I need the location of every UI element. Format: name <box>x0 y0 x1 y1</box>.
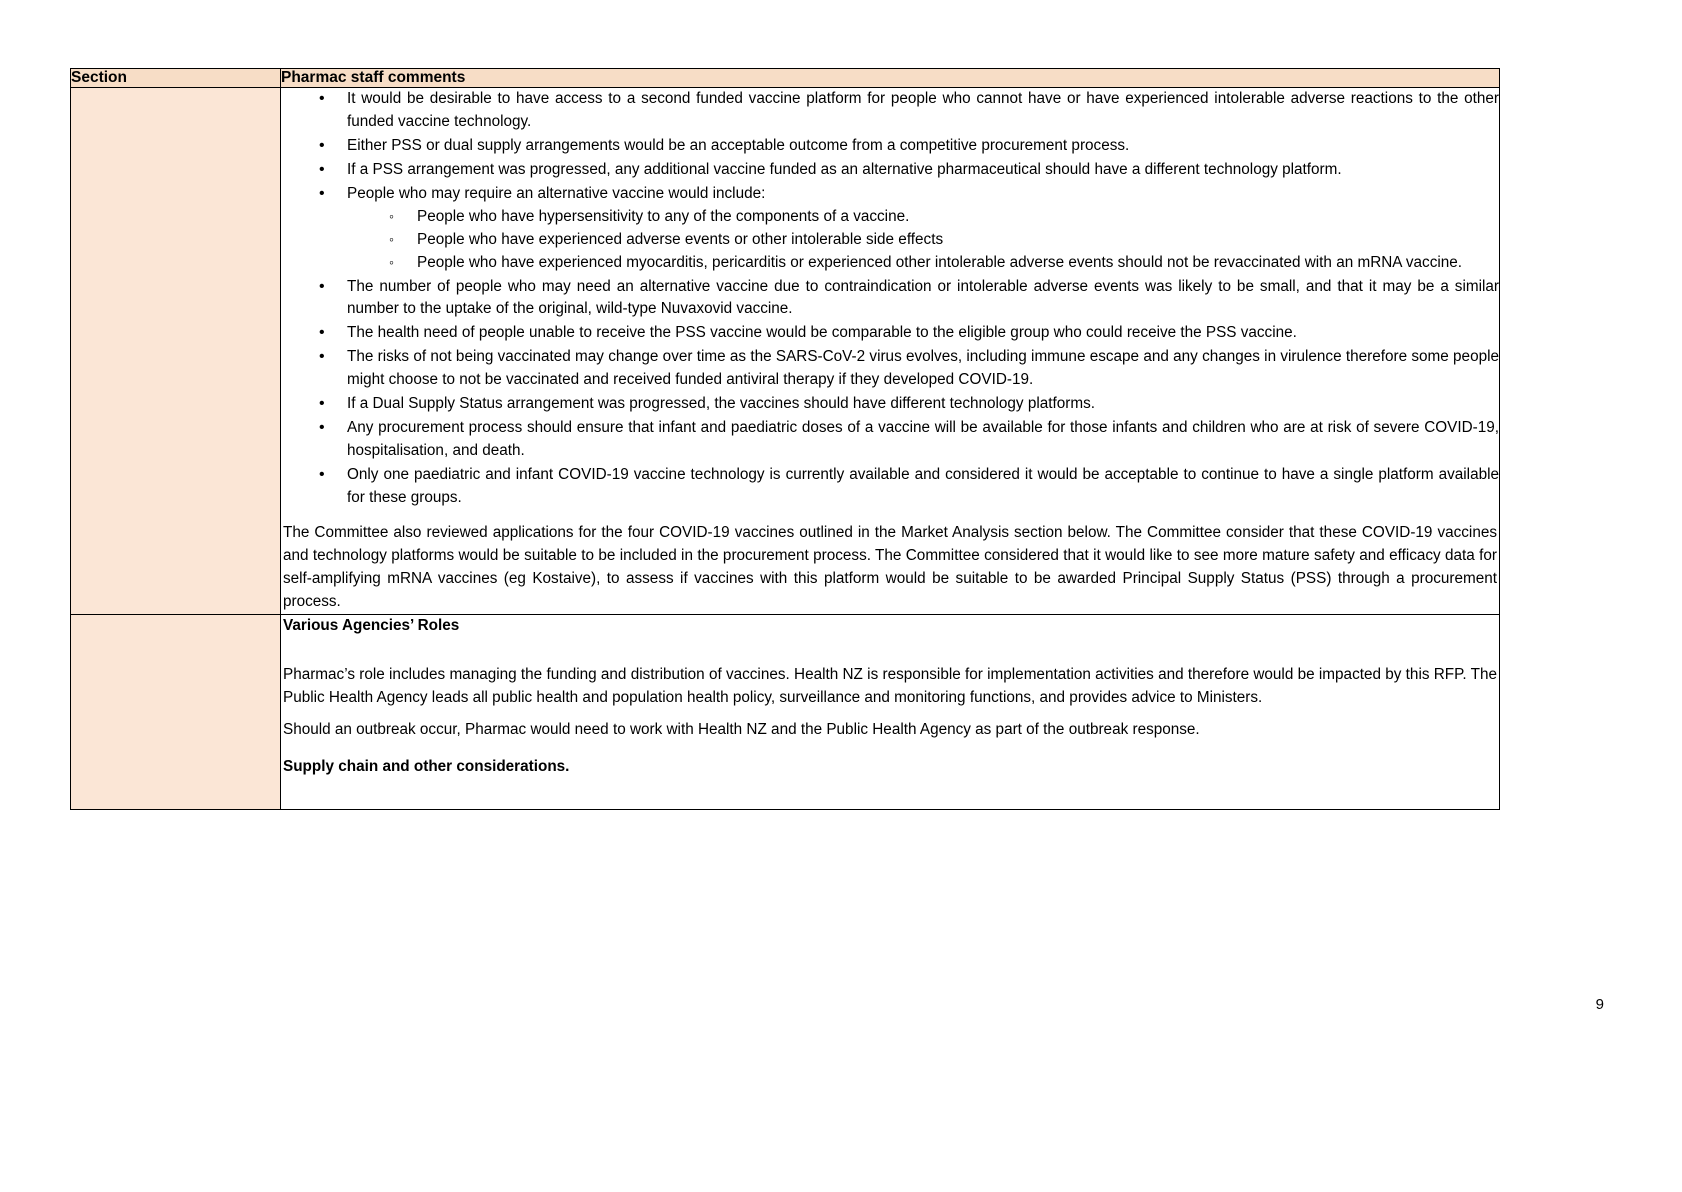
bullet-text: Any procurement process should ensure that infant and paediatric doses of a vaccine will be available for those infants and children who are at risk of severe COVID-19, hospitalisation, and death. <box>347 419 1499 460</box>
sub-bullet-text: People who have experienced myocarditis, pericarditis or experienced other intolerable adverse events should not be revaccinated with an mRNA vaccine. <box>417 253 1463 271</box>
page-number: 9 <box>1595 996 1604 1013</box>
list-item <box>333 346 1499 392</box>
bullet-text: The risks of not being vaccinated may change over time as the SARS-CoV-2 virus evolves, including immune escape and any changes in virulence therefore some people might choose to not be vaccinated and received funded antiviral therapy if they developed COVID-19. <box>347 348 1499 389</box>
section-cell-empty <box>71 88 281 615</box>
list-item <box>333 322 1499 345</box>
subsection-heading-supply-chain: Supply chain and other considerations. <box>283 758 570 776</box>
list-item <box>333 464 1499 510</box>
list-item <box>333 276 1499 322</box>
sub-list-item <box>403 252 1499 275</box>
sub-bullet-list <box>347 206 1499 275</box>
list-item <box>333 393 1499 416</box>
bullet-text: The health need of people unable to receive the PSS vaccine would be comparable to the eligible group who could receive the PSS vaccine. <box>347 324 1297 342</box>
list-item <box>333 159 1499 182</box>
bullet-text: If a PSS arrangement was progressed, any additional vaccine funded as an alternative pharmaceutical should have a different technology platform. <box>347 160 1342 178</box>
table-row <box>71 88 1500 615</box>
bullet-text: People who may require an alternative vaccine would include: <box>347 184 766 202</box>
comments-cell-agencies <box>281 614 1500 810</box>
list-item <box>333 183 1499 275</box>
list-item <box>333 135 1499 158</box>
section-cell-empty-2 <box>71 614 281 810</box>
sub-bullet-text: People who have hypersensitivity to any of the components of a vaccine. <box>417 207 910 225</box>
bullet-text: Either PSS or dual supply arrangements would be an acceptable outcome from a competitive procurement process. <box>347 136 1130 154</box>
sub-list-item <box>403 206 1499 229</box>
bullet-text: Only one paediatric and infant COVID-19 vaccine technology is currently available and considered it would be acceptable to continue to have a single platform available for these groups. <box>347 466 1499 506</box>
closing-paragraph: The Committee also reviewed applications for the four COVID-19 vaccines outlined in the Market Analysis section below. The Committee consider that these COVID-19 vaccines and technology platforms would be suitable to be included in the procurement process. The Committee considered that it would like to see more mature safety and efficacy data for self-amplifying mRNA vaccines (eg Kostaive), to assess if vaccines with this platform would be suitable to be awarded Principal Supply Status (PSS) through a procurement process. <box>283 523 1497 610</box>
bullet-list <box>281 88 1499 510</box>
agencies-paragraph-2: Should an outbreak occur, Pharmac would need to work with Health NZ and the Public Health Agency as part of the outbreak response. <box>283 721 1200 739</box>
sub-bullet-text: People who have experienced adverse events or other intolerable side effects <box>417 230 944 248</box>
subsection-heading-agencies: Various Agencies’ Roles <box>283 616 460 634</box>
pharmac-comments-table <box>70 68 1500 810</box>
column-header-section: Section <box>71 69 281 88</box>
bullet-text: It would be desirable to have access to a second funded vaccine platform for people who cannot have or have experienced intolerable adverse reactions to the other funded vaccine technology. <box>347 90 1499 130</box>
bullet-text: The number of people who may need an alternative vaccine due to contraindication or intolerable adverse events was likely to be small, and that it may be a similar number to the uptake of the original, wild-type Nuvaxovid vaccine. <box>347 277 1499 318</box>
column-header-comments: Pharmac staff comments <box>281 69 1500 88</box>
bullet-text: If a Dual Supply Status arrangement was progressed, the vaccines should have different technology platforms. <box>347 395 1095 413</box>
sub-list-item <box>403 229 1499 252</box>
table-header-row <box>71 69 1500 88</box>
list-item <box>333 88 1499 134</box>
cell-bottom-spacer <box>281 779 1499 809</box>
list-item <box>333 417 1499 463</box>
comments-cell-bullets <box>281 88 1500 615</box>
table-row <box>71 614 1500 810</box>
agencies-paragraph-1: Pharmac’s role includes managing the funding and distribution of vaccines. Health NZ is responsible for implementation activities and therefore would be impacted by this RFP. The Public Health Agency leads all public health and population health policy, surveillance and monitoring functions, and provides advice to Ministers. <box>283 665 1497 706</box>
